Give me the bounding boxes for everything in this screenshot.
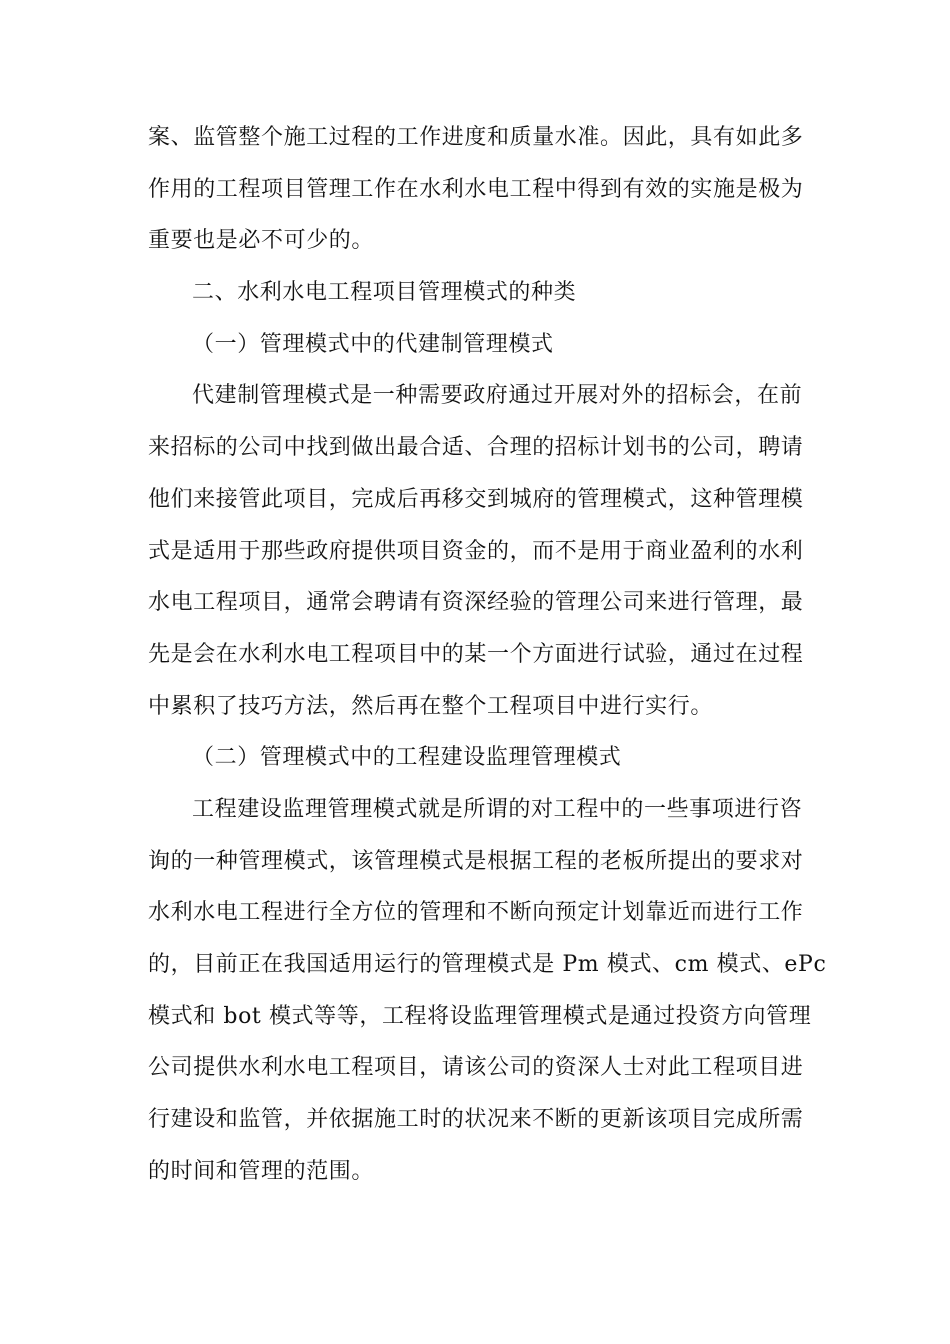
subsection-heading: （二）管理模式中的工程建设监理管理模式 [192,745,622,771]
section-heading: 二、水利水电工程项目管理模式的种类 [192,280,577,306]
subsection-heading: （一）管理模式中的代建制管理模式 [192,331,554,357]
text-line: 案、监管整个施工过程的工作进度和质量水准。因此，具有如此多 [148,125,804,150]
paragraph-agent-construction [148,370,808,732]
text-line: 工程建设监理管理模式就是所谓的对工程中的一些事项进行咨 [192,796,803,822]
text-line: 公司提供水利水电工程项目，请该公司的资深人士对此工程项目进 [148,1055,804,1081]
text-line: 询的一种管理模式，该管理模式是根据工程的老板所提出的要求对 [148,848,804,874]
text-line: 来招标的公司中找到做出最合适、合理的招标计划书的公司，聘请 [148,435,804,461]
document-body [148,112,827,1197]
text-line: 的，目前正在我国适用运行的管理模式是 Pm 模式、cm 模式、ePc [148,952,827,977]
text-line: 中累积了技巧方法，然后再在整个工程项目中进行实行。 [148,693,714,719]
text-line: 代建制管理模式是一种需要政府通过开展对外的招标会，在前 [192,383,803,409]
text-line: 重要也是必不可少的。 [148,228,375,254]
text-line: 先是会在水利水电工程项目中的某一个方面进行试验，通过在过程 [148,641,804,667]
paragraph-supervision [148,784,827,1198]
text-line: 模式和 bot 模式等等，工程将设监理管理模式是通过投资方向管理 [148,1003,812,1029]
text-line: 的时间和管理的范围。 [148,1158,375,1184]
text-line: 他们来接管此项目，完成后再移交到城府的管理模式，这种管理模 [148,486,804,512]
paragraph-continuation [148,112,808,267]
text-line: 作用的工程项目管理工作在水利水电工程中得到有效的实施是极为 [148,176,804,202]
text-line: 行建设和监管，并依据施工时的状况来不断的更新该项目完成所需 [148,1107,804,1133]
text-line: 水电工程项目，通常会聘请有资深经验的管理公司来进行管理，最 [148,590,804,616]
text-line: 水利水电工程进行全方位的管理和不断向预定计划靠近而进行工作 [148,900,804,926]
text-line: 式是适用于那些政府提供项目资金的，而不是用于商业盈利的水利 [148,538,804,564]
